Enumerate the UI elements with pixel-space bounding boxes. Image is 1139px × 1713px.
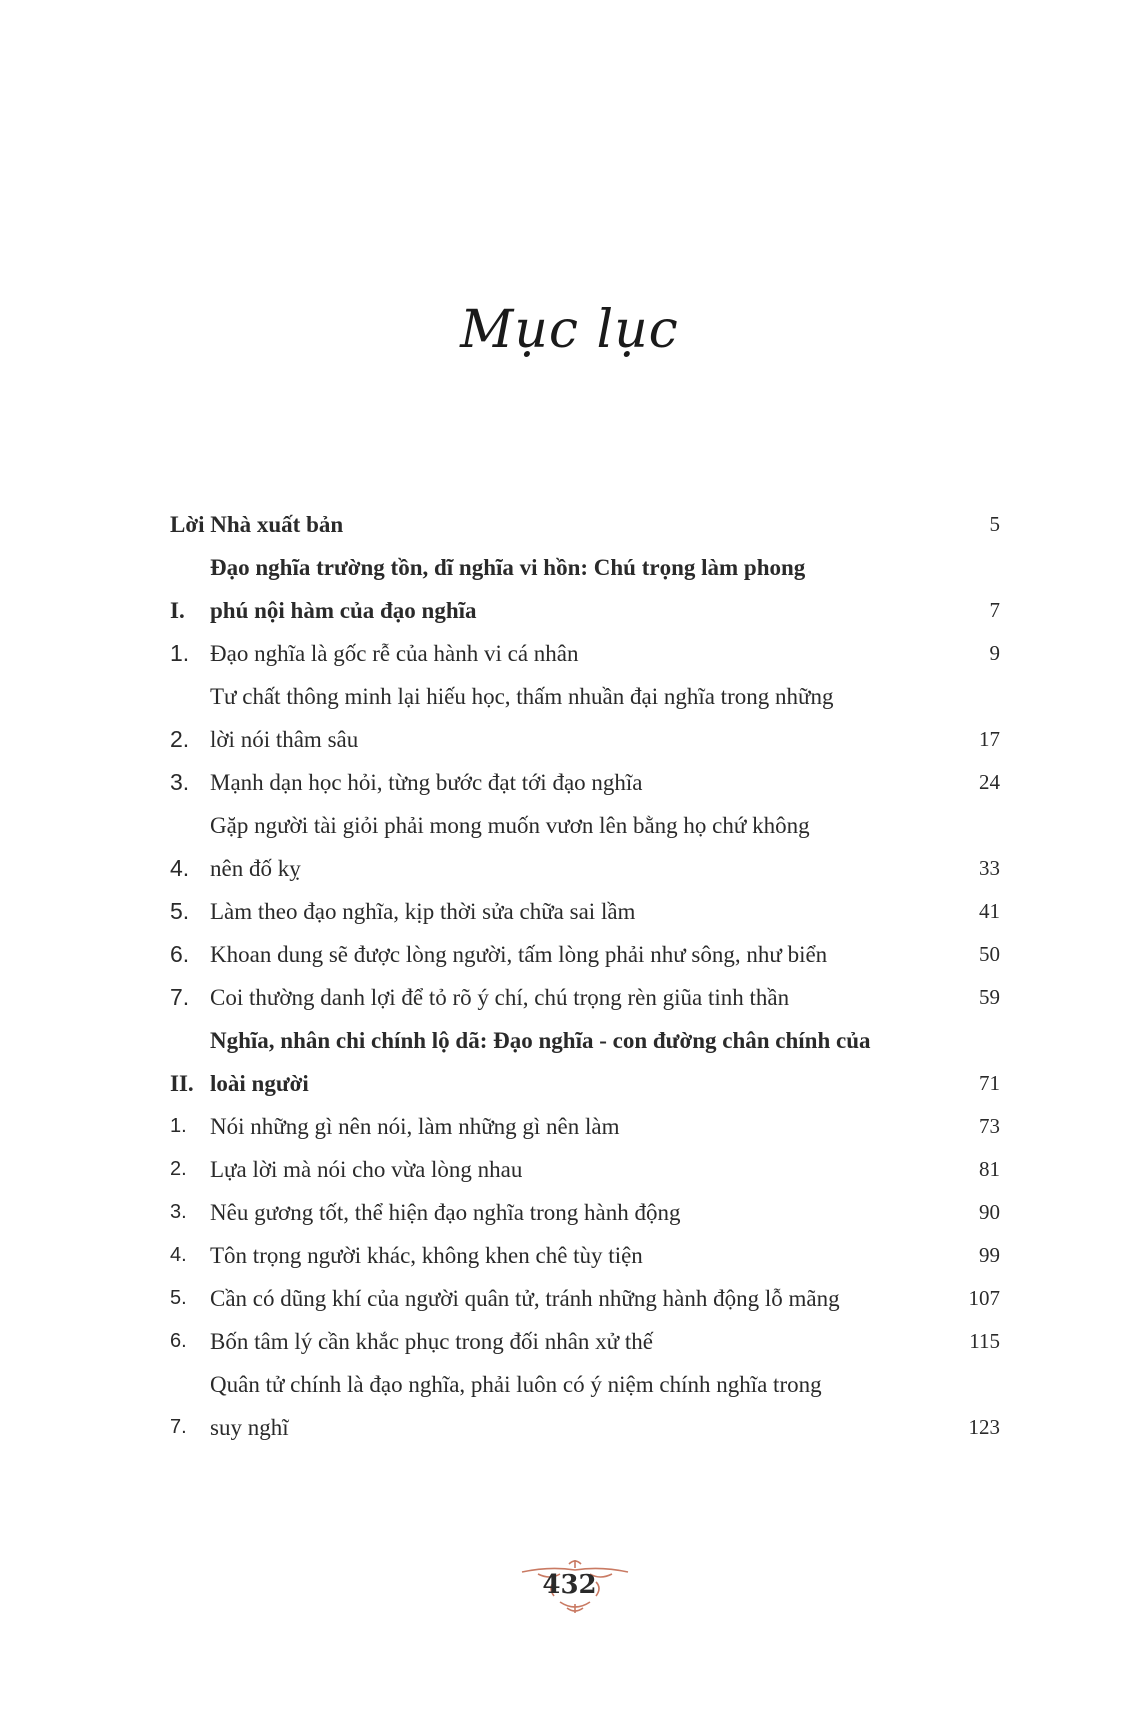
toc-entry-title [210,1277,940,1320]
toc-entry-page: 9 [989,641,1000,665]
toc-entry-title-line: loài người [210,1071,309,1096]
toc-entry-title-line: Nghĩa, nhân chi chính lộ dã: Đạo nghĩa - con đường chân chính của [210,1028,871,1053]
toc-entry-title [210,1363,940,1449]
toc-entry-number: I. [170,598,185,623]
toc-entry [170,1320,1000,1363]
toc-entry-number: 3. [170,769,190,795]
table-of-contents [170,503,1000,1449]
toc-entry [170,1234,1000,1277]
toc-entry-page: 81 [979,1157,1000,1181]
toc-entry-title-line: Làm theo đạo nghĩa, kịp thời sửa chữa sai lầm [210,899,636,924]
toc-entry-title [210,933,940,976]
toc-entry-title-line: Bốn tâm lý cần khắc phục trong đối nhân xử thế [210,1329,653,1354]
toc-entry-page: 71 [979,1071,1000,1095]
toc-entry-number: 1. [170,1115,187,1137]
toc-entry-title-line: Đạo nghĩa là gốc rễ của hành vi cá nhân [210,641,579,666]
toc-entry [170,546,1000,632]
toc-entry-title [210,1320,940,1363]
toc-entry-title-line: Coi thường danh lợi để tỏ rõ ý chí, chú trọng rèn giũa tinh thần [210,985,790,1010]
toc-entry-title-line: Nêu gương tốt, thể hiện đạo nghĩa trong hành động [210,1200,681,1225]
toc-entry-page: 24 [979,770,1000,794]
toc-entry-number: 6. [170,1330,187,1352]
toc-entry-title [210,890,940,933]
toc-entry-page: 33 [979,856,1000,880]
toc-entry-number: 1. [170,640,190,666]
toc-entry [170,632,1000,675]
toc-entry-number: 2. [170,1158,187,1180]
toc-entry-title [210,632,940,675]
toc-entry-page: 107 [968,1286,1000,1310]
toc-entry-title [210,1019,940,1105]
toc-entry-page: 59 [979,985,1000,1009]
toc-entry-title [210,761,940,804]
toc-entry-page: 99 [979,1243,1000,1267]
toc-entry-title [210,675,940,761]
page-number: 432 [542,1570,597,1600]
toc-entry-title-line: Tư chất thông minh lại hiếu học, thấm nhuần đại nghĩa trong những [210,684,834,709]
toc-entry-title-line: Cần có dũng khí của người quân tử, tránh những hành động lỗ mãng [210,1286,840,1311]
toc-entry-page: 90 [979,1200,1000,1224]
toc-entry-title [210,546,940,632]
toc-entry-title [210,1234,940,1277]
toc-entry-page: 123 [968,1415,1000,1439]
toc-entry-title-line: Tôn trọng người khác, không khen chê tùy tiện [210,1243,643,1268]
toc-entry-title [170,503,940,546]
toc-entry-page: 17 [979,727,1000,751]
toc-entry-number: 4. [170,1244,187,1266]
page-footer [0,1558,1139,1618]
toc-entry [170,976,1000,1019]
page-title: Mục lục [460,300,679,360]
toc-entry [170,761,1000,804]
toc-entry-title [210,1148,940,1191]
toc-entry-title-line: lời nói thâm sâu [210,727,359,752]
toc-entry-title-line: Lời Nhà xuất bản [170,512,344,537]
toc-entry [170,1363,1000,1449]
toc-entry-title-line: Mạnh dạn học hỏi, từng bước đạt tới đạo nghĩa [210,770,643,795]
toc-entry-title-line: Lựa lời mà nói cho vừa lòng nhau [210,1157,523,1182]
toc-entry-title-line: suy nghĩ [210,1415,289,1440]
toc-entry-title-line: nên đố kỵ [210,856,301,881]
toc-entry-page: 41 [979,899,1000,923]
toc-entry-title [210,804,940,890]
toc-entry-title-line: Nói những gì nên nói, làm những gì nên làm [210,1114,620,1139]
toc-entry-title [210,976,940,1019]
toc-entry [170,1191,1000,1234]
toc-entry-number: 5. [170,898,190,924]
toc-entry-number: 7. [170,984,190,1010]
toc-entry-number: 3. [170,1201,187,1223]
toc-entry [170,804,1000,890]
toc-entry-number: 5. [170,1287,187,1309]
toc-entry [170,1277,1000,1320]
toc-entry-title-line: Quân tử chính là đạo nghĩa, phải luôn có ý niệm chính nghĩa trong [210,1372,822,1397]
toc-entry-number: 6. [170,941,190,967]
toc-entry [170,1105,1000,1148]
toc-entry-title [210,1105,940,1148]
toc-entry-page: 115 [969,1329,1000,1353]
toc-entry-title-line: phú nội hàm của đạo nghĩa [210,598,477,623]
toc-entry [170,675,1000,761]
toc-entry-page: 73 [979,1114,1000,1138]
toc-entry-number: 2. [170,726,190,752]
toc-entry-page: 7 [989,598,1000,622]
toc-entry-page: 50 [979,942,1000,966]
toc-entry-number: II. [170,1071,194,1096]
toc-entry-title [210,1191,940,1234]
toc-entry [170,503,1000,546]
toc-entry [170,890,1000,933]
toc-entry [170,1148,1000,1191]
toc-entry [170,933,1000,976]
toc-entry-page: 5 [989,512,1000,536]
toc-entry-number: 4. [170,855,190,881]
toc-entry-title-line: Gặp người tài giỏi phải mong muốn vươn lên bằng họ chứ không [210,813,810,838]
toc-entry-title-line: Đạo nghĩa trường tồn, dĩ nghĩa vi hồn: Chú trọng làm phong [210,555,806,580]
toc-entry [170,1019,1000,1105]
toc-entry-number: 7. [170,1416,187,1438]
toc-entry-title-line: Khoan dung sẽ được lòng người, tấm lòng phải như sông, như biển [210,942,828,967]
